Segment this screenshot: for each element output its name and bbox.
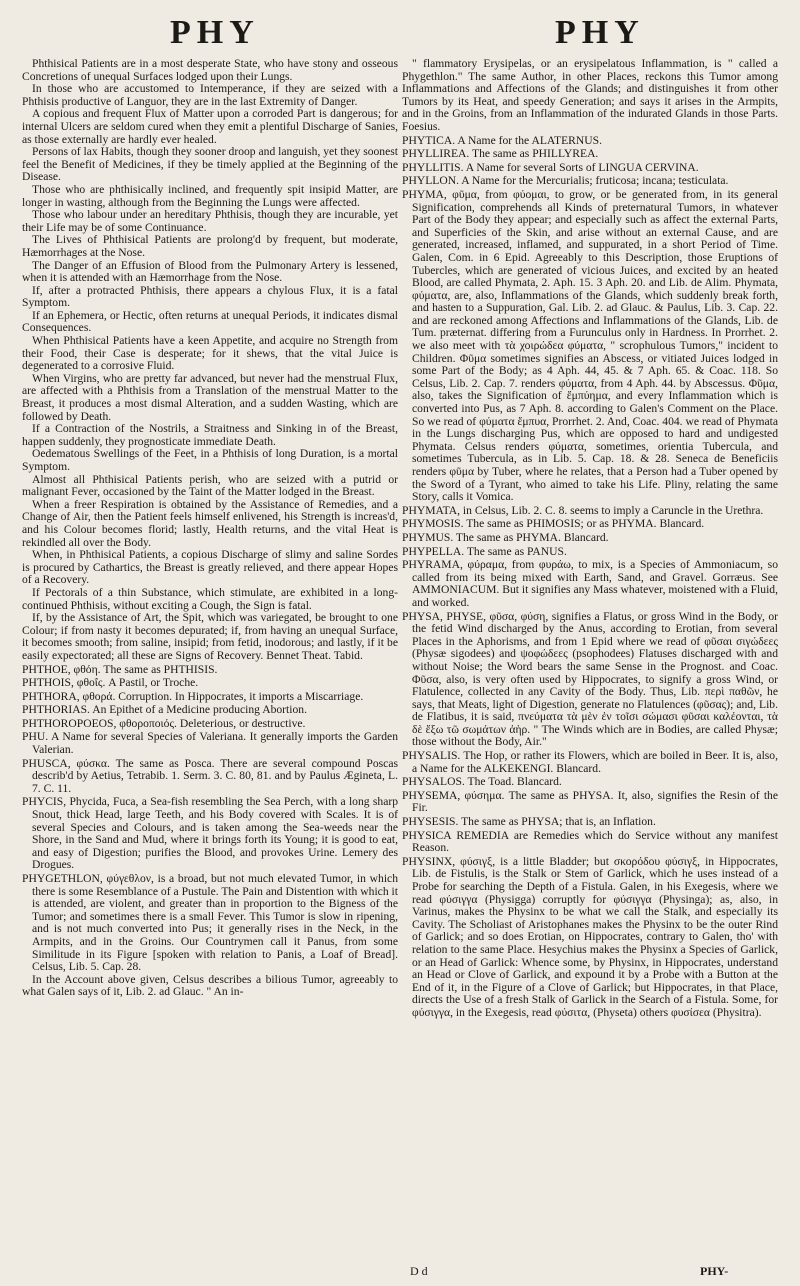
- paragraph: PHYSESIS. The same as PHYSA; that is, an Inflation.: [402, 815, 656, 829]
- right-running-head: PHY: [555, 14, 645, 51]
- paragraph: PHTHOE, φθόη. The same as PHTHISIS.: [22, 662, 218, 676]
- paragraph: PHUSCA, φύσκα. The same as Posca. There are several compound Poscas describ'd by Aetius, Tetrabib. 1. Serm. 3. C. 80, 81. and by Paulus Ægineta, L. 7. C. 11.: [22, 756, 398, 795]
- right-text-column: [402, 58, 778, 1020]
- paragraph: When a freer Respiration is obtained by the Assistance of Remedies, and a Change of Air, then the Patient feels himself enlivened, his Strength is increas'd, and his Colour becomes florid; lastly, Health returns, and the vital Heat is rekindled all over the Body.: [22, 497, 398, 549]
- paragraph: Oedematous Swellings of the Feet, in a Phthisis of long Duration, is a mortal Symptom.: [22, 447, 398, 473]
- paragraph: A copious and frequent Flux of Matter upon a corroded Part is dangerous; for internal Ulcers are seldom cured when they emit a plentiful Discharge of Sanies, as those externally are hardly ever healed.: [22, 107, 398, 146]
- paragraph: The Danger of an Effusion of Blood from the Pulmonary Artery is lessened, when it is attended with an Hæmorrhage from the Nose.: [22, 258, 398, 285]
- paragraph: When Phthisical Patients have a keen Appetite, and acquire no Strength from their Food, their Case is desperate; for it shews, that the vital Juice is degenerated to a corrosive Fluid.: [22, 334, 398, 373]
- running-header: [0, 6, 800, 52]
- catchword: PHY-: [700, 1264, 729, 1278]
- paragraph: PHYLLITIS. A Name for several Sorts of LINGUA CERVINA.: [402, 160, 699, 174]
- paragraph: PHYSALOS. The Toad. Blancard.: [402, 775, 562, 789]
- paragraph: PHYGETHLON, φύγεθλον, is a broad, but not much elevated Tumor, in which there is some Resemblance of a Pustule. The Pain and Distention with which it is attended, are violent, and greater than in proportion to the Bigness of the Tumor; and sometimes there is a small Fever. This Tumor is slow in ripening, and is not much converted into Pus; it generally rises in the Neck, in the Armpits, and in the Groins. Our Countrymen call it Panus, from some Similitude in its Figure [spoken with relation to Panis, a Loaf of Bread]. Celsus, Lib. 5. Cap. 28.: [22, 872, 398, 974]
- paragraph: PHTHORIAS. An Epithet of a Medicine producing Abortion.: [22, 703, 307, 717]
- paragraph: If a Contraction of the Nostrils, a Straitness and Sinking in of the Breast, happen suddenly, they prognosticate immediate Death.: [22, 422, 398, 448]
- paragraph: When Virgins, who are pretty far advanced, but never had the menstrual Flux, are affected with a Phthisis from a Translation of the menstrual Matter to the Breast, it produces a most dismal Alteration, and a sudden Wasting, which are followed by Death.: [22, 371, 398, 423]
- paragraph: PHYMUS. The same as PHYMA. Blancard.: [402, 530, 609, 544]
- paragraph: PHTHOROPOEOS, φθοροποιός. Deleterious, or destructive.: [22, 716, 306, 730]
- page-footer: [0, 1264, 800, 1280]
- paragraph: PHYCIS, Phycida, Fuca, a Sea-fish resembling the Sea Perch, with a long sharp Snout, thick Head, large Teeth, and his Body covered with Scales. It is of several Species and Colours, and is taken among the Sea-weeds near the Shore, in the Sand and Mud, where it brings forth its Young; it is good to eat, and easy of Digestion; purifies the Blood, and provokes Urine. Lemery des Drogues.: [22, 795, 398, 872]
- left-running-head: PHY: [170, 14, 260, 51]
- paragraph: PHYLLON. A Name for the Mercurialis; fruticosa; incana; testiculata.: [402, 174, 729, 188]
- paragraph: Phthisical Patients are in a most desperate State, who have stony and osseous Concretions of unequal Surfaces lodged upon their Lungs.: [22, 57, 398, 83]
- paragraph: PHTHORA, φθορά. Corruption. In Hippocrates, it imports a Miscarriage.: [22, 689, 364, 703]
- paragraph: PHTHOIS, φθοΐς. A Pastil, or Troche.: [22, 676, 199, 690]
- paragraph: PHYRAMA, φύραμα, from φυράω, to mix, is a Species of Ammoniacum, so called from its being mixed with Earth, Sand, and Gravel. Gorræus. See AMMONIACUM. But it signifies any Mass whatever, moistened with a Fluid, and worked.: [402, 558, 778, 609]
- paragraph: PHYPELLA. The same as PANUS.: [402, 544, 567, 558]
- paragraph: " flammatory Erysipelas, or an erysipelatous Inflammation, is " called a Phygethlon." The same Author, in other Places, reckons this Tumor among Inflammations and Affections of the Glands; and distinguishes it from other Tumors by its Heat, and speedy Generation; and says it arises in the Armpits, and in the Groins, from an Inflammation of the indurated Glands in those Parts. Foesius.: [402, 57, 778, 133]
- paragraph: PHYMATA, in Celsus, Lib. 2. C. 8. seems to imply a Caruncle in the Urethra.: [402, 503, 764, 517]
- paragraph: PHYSICA REMEDIA are Remedies which do Service without any manifest Reason.: [402, 828, 778, 855]
- paragraph: PHYSALIS. The Hop, or rather its Flowers, which are boiled in Beer. It is, also, a Name for the ALKEKENGI. Blancard.: [402, 749, 778, 775]
- paragraph: PHYMOSIS. The same as PHIMOSIS; or as PHYMA. Blancard.: [402, 517, 705, 531]
- paragraph: If, after a protracted Phthisis, there appears a chylous Flux, it is a fatal Symptom.: [22, 283, 398, 310]
- signature-mark: D d: [410, 1264, 428, 1278]
- paragraph: In the Account above given, Celsus describes a bilious Tumor, agreeably to what Galen says of it, Lib. 2. ad Glauc. " An in-: [22, 972, 398, 999]
- paragraph: PHYMA, φῦμα, from φύομαι, to grow, or be generated from, in its general Signification, comprehends all Kinds of preternatural Tumors, in whatever Part of the Body they appear; and especially such as affect the external Parts, and Superficies of the Skin, and arise without an external Cause, and are generated, increased, inflamed, and suppurated, in a short Period of Time. Galen, Com. in 6 Epid. Agreeably to this Description, those Eruptions of Tubercles, which are generated of vicious Juices, and excited by an heated Blood, are called Phymata, 2. Aph. 15. 3 Aph. 20. and Lib. de Alim. Phymata, φύματα, are, also, Inflammations of the Glands, which suddenly break forth, and hasten to a Suppuration, Gal. Lib. 2. ad Glauc. & Paulus, Lib. 3. Cap. 22. and are reckoned among Affections and Inflammations of the Glands, Lib. de Tum. præternat. differing from a Furunculus only in Hardness. In Prorrhet. 2. we also meet with τὰ χοιρώδεα φύματα, " scrophulous Tumors," incident to Children. Φῦμα sometimes signifies an Abscess, or vitiated Juices lodged in some Part of the Body; as 4 Aph. 44, 45. & 7 Aph. 65. & Coac. 118. So Celsus, Lib. 2. Cap. 7. renders φύματα, from 4 Aph. 44. by Abscessus. Φῦμα, also, takes the Signification of ἔμπύημα, and every Inflammation which is converted into Pus, as 7 Aph. 8. according to Galen's Comment on the Place. So we read of φύματα ἔμπυα, Prorrhet. 2. And, Coac. 404. we read of Phymata in the Lungs discharging Pus, which are opposed to hard and undigested Phymata. Celsus renders φύματα, sometimes, orientia Tubercula, and sometimes Tubercula, as in Lib. 5. Cap. 18. & 28. Seneca de Beneficiis renders φῦμα by Tuber, where he relates, that a Person had a Tuber opened by the Sword of a Tyrant, who aimed to take his Life. Pliny, relating the same Story, calls it Vomica.: [402, 187, 778, 504]
- paragraph: The Lives of Phthisical Patients are prolong'd by frequent, but moderate, Hæmorrhages at the Nose.: [22, 233, 398, 259]
- paragraph: If an Ephemera, or Hectic, often returns at unequal Periods, it indicates dismal Consequences.: [22, 308, 398, 335]
- paragraph: When, in Phthisical Patients, a copious Discharge of slimy and saline Sordes is procured by Cathartics, the Breast is greatly relieved, and there appear Hopes of a Recovery.: [22, 548, 398, 587]
- paragraph: PHYSEMA, φύσημα. The same as PHYSA. It, also, signifies the Resin of the Fir.: [402, 788, 778, 815]
- paragraph: Persons of lax Habits, though they sooner droop and languish, yet they soonest feel the Benefit of Medicines, if they be timely applied at the Beginning of the Disease.: [22, 145, 398, 184]
- paragraph: If, by the Assistance of Art, the Spit, which was variegated, be brought to one Colour; if from nasty it becomes depurated; if, from having an unequal Surface, it becomes smooth; from saline, insipid; from fetid, inodorous; and lastly, if it be easily expectorated; all these are Signs of Recovery. Bennet Theat. Tabid.: [22, 611, 398, 662]
- paragraph: PHYSINX, φύσιγξ, is a little Bladder; but σκορόδου φύσιγξ, in Hippocrates, Lib. de Fistulis, is the Stalk or Stem of Garlick, which he uses instead of a Probe for searching the Depth of a Fistula. Galen, in his Exegesis, where we read φύσιγγα (Physigga) corruptly for φύσιγγα (Physinga); as, also, in Varinus, makes the Physinx to be what we call the Stalk, and especially its Cavity. The Scholiast of Aristophanes makes the Physinx to be the outer Rind of Garlick; and so does Erotian, on Hippocrates, contrary to Galen, tho' with relation to the same Place. Hesychius makes the Physinx a Species of Garlick, or an Head of Garlick: Whence some, by Physinx, in Hippocrates, understand an Head or Clove of Garlick, and expound it by a Probe with a Button at the End of it, in the Figure of a Clove of Garlick; but Hippocrates, in that Place, directs the Use of a fresh Stalk of Garlick in the Search of a Fistula. Some, for φύσιγγα, in the Exegesis, read φύσιτα, (Physeta) others φυσίσεα (Physitra).: [402, 854, 778, 1019]
- paragraph: Those who are phthisically inclined, and frequently spit insipid Matter, are longer in wasting, although from the Beginning the Lungs were affected.: [22, 182, 398, 209]
- paragraph: Those who labour under an hereditary Phthisis, though they are incurable, yet their Life may be of some Continuance.: [22, 208, 398, 234]
- paragraph: PHYSA, PHYSE, φῦσα, φύση, signifies a Flatus, or gross Wind in the Body, or the fetid Wind discharged by the Anus, according to Erotian, from several Places in the Aphorisms, and from 1 Epid where we read of φῦσαι σιγώδεες (Physæ sigodees) and ψοφώδεες (psophodees) Flatuses discharged with and without Noise; the Word bears the same Sense in the Prognost. and Coac. Φῦσα, also, is very often used by Hippocrates, to signify a gross Wind, or Flatulence, collected in any Cavity of the Body. Thus, Lib. περὶ παθῶν, he says, that Meats, light of Digestion, generate no Flatulences (φῦσας); and, Lib. de Flatibus, it is said, πνεύματα τὰ μὲν ἐν τοῖσι σώμασι φῦσαι καλέονται, τὰ δὲ ἔξω τῶ σωμάτων ἀὴρ. " The Winds which are in Bodies, are called Physæ; those without the Body, Air.": [402, 609, 778, 749]
- paragraph: If Pectorals of a thin Substance, which stimulate, are exhibited in a long-continued Phthisis, without exciting a Cough, the Sign is fatal.: [22, 585, 398, 612]
- paragraph: In those who are accustomed to Intemperance, if they are seized with a Phthisis productive of Languor, they are in the last Extremity of Danger.: [22, 82, 398, 108]
- left-text-column: [22, 58, 398, 999]
- paragraph: Almost all Phthisical Patients perish, who are seized with a putrid or malignant Fever, occasioned by the Taint of the Matter lodged in the Breast.: [22, 472, 398, 499]
- paragraph: PHYTICA. A Name for the ALATERNUS.: [402, 133, 602, 147]
- paragraph: PHYLLIREA. The same as PHILLYREA.: [402, 147, 599, 161]
- paragraph: PHU. A Name for several Species of Valeriana. It generally imports the Garden Valerian.: [22, 730, 398, 757]
